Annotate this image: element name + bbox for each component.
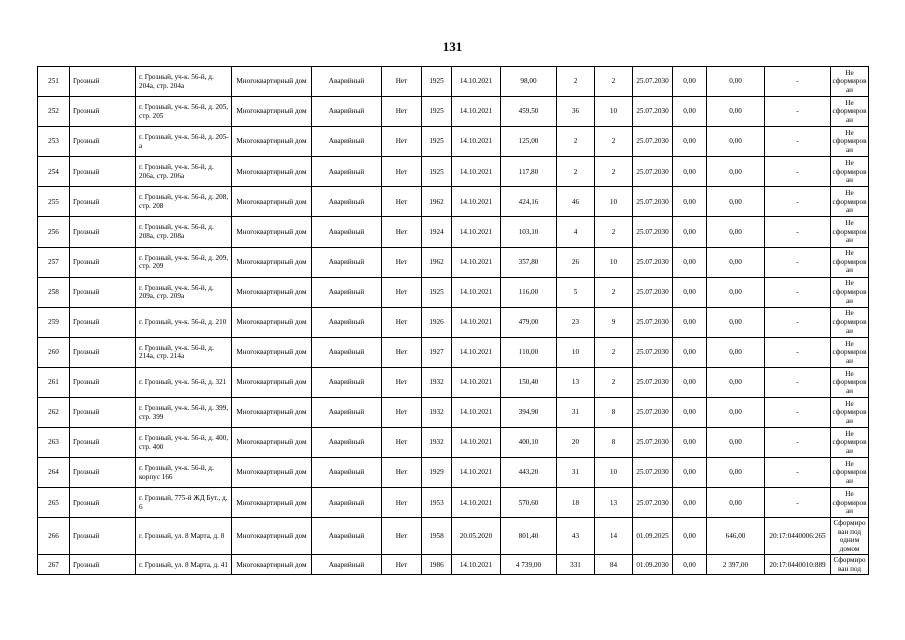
table-cell: Многоквартирный дом xyxy=(232,97,312,127)
table-cell: - xyxy=(765,127,831,157)
table-cell: 14.10.2021 xyxy=(452,217,501,247)
table-cell: Нет xyxy=(382,247,422,277)
table-cell: 13 xyxy=(595,488,633,518)
table-cell: 253 xyxy=(38,127,70,157)
table-cell: - xyxy=(765,337,831,367)
table-cell: 2 xyxy=(557,127,595,157)
table-cell: Многоквартирный дом xyxy=(232,67,312,97)
table-cell: Аварийный xyxy=(312,67,382,97)
table-cell: г. Грозный, уч-к. 56-й, д. 210 xyxy=(136,307,232,337)
housing-table xyxy=(37,66,869,575)
table-cell: 0,00 xyxy=(707,97,765,127)
table-cell: г. Грозный, уч-к. 56-й, д. 204а, стр. 204а xyxy=(136,67,232,97)
table-cell: Многоквартирный дом xyxy=(232,337,312,367)
table-cell: 10 xyxy=(595,97,633,127)
table-cell: 2 xyxy=(595,337,633,367)
table-cell: 0,00 xyxy=(673,247,707,277)
table-cell: 25.07.2030 xyxy=(633,277,673,307)
table-cell: 25.07.2030 xyxy=(633,67,673,97)
table-cell: Аварийный xyxy=(312,428,382,458)
table-cell: 18 xyxy=(557,488,595,518)
table-cell: Нет xyxy=(382,367,422,397)
table-cell: Многоквартирный дом xyxy=(232,518,312,555)
table-cell: 254 xyxy=(38,157,70,187)
table-cell: 98,00 xyxy=(501,67,557,97)
table-cell: - xyxy=(765,428,831,458)
table-cell: Не сформирован xyxy=(831,367,869,397)
table-cell: Не сформирован xyxy=(831,97,869,127)
table-cell: 14.10.2021 xyxy=(452,555,501,575)
table-cell: Многоквартирный дом xyxy=(232,398,312,428)
table-cell: 0,00 xyxy=(707,488,765,518)
table-cell: Грозный xyxy=(70,247,136,277)
table-row xyxy=(38,367,869,397)
table-cell: 43 xyxy=(557,518,595,555)
table-cell: Грозный xyxy=(70,555,136,575)
table-cell: 10 xyxy=(595,247,633,277)
table-cell: 646,00 xyxy=(707,518,765,555)
table-cell: г. Грозный, уч-к. 56-й, д. 205-а xyxy=(136,127,232,157)
table-cell: г. Грозный, уч-к. 56-й, д. корпус 166 xyxy=(136,458,232,488)
table-cell: - xyxy=(765,187,831,217)
table-cell: 2 xyxy=(595,217,633,247)
table-cell: 264 xyxy=(38,458,70,488)
table-cell: 1925 xyxy=(422,157,452,187)
table-cell: Грозный xyxy=(70,127,136,157)
table-cell: Аварийный xyxy=(312,277,382,307)
table-cell: 0,00 xyxy=(707,67,765,97)
table-cell: 20:17:0440006:265 xyxy=(765,518,831,555)
table-cell: Многоквартирный дом xyxy=(232,277,312,307)
table-cell: 1929 xyxy=(422,458,452,488)
table-cell: 0,00 xyxy=(673,428,707,458)
table-cell: - xyxy=(765,247,831,277)
table-cell: г. Грозный, уч-к. 56-й, д. 208а, стр. 208а xyxy=(136,217,232,247)
table-cell: 4 739,00 xyxy=(501,555,557,575)
table-row xyxy=(38,247,869,277)
table-cell: 479,00 xyxy=(501,307,557,337)
table-cell: Аварийный xyxy=(312,337,382,367)
table-cell: 25.07.2030 xyxy=(633,398,673,428)
table-cell: 257 xyxy=(38,247,70,277)
table-cell: Грозный xyxy=(70,458,136,488)
table-cell: 0,00 xyxy=(707,187,765,217)
table-row xyxy=(38,398,869,428)
table-cell: 117,80 xyxy=(501,157,557,187)
table-cell: 0,00 xyxy=(673,398,707,428)
table-cell: 260 xyxy=(38,337,70,367)
table-cell: 1925 xyxy=(422,67,452,97)
table-cell: 0,00 xyxy=(673,488,707,518)
table-cell: - xyxy=(765,398,831,428)
table-cell: Нет xyxy=(382,97,422,127)
table-cell: 1925 xyxy=(422,277,452,307)
table-cell: 10 xyxy=(595,458,633,488)
table-cell: 46 xyxy=(557,187,595,217)
table-cell: 1962 xyxy=(422,187,452,217)
table-cell: Грозный xyxy=(70,398,136,428)
table-cell: 258 xyxy=(38,277,70,307)
table-cell: 0,00 xyxy=(707,157,765,187)
table-row xyxy=(38,337,869,367)
table-cell: 10 xyxy=(557,337,595,367)
table-cell: 331 xyxy=(557,555,595,575)
table-cell: 01.09.2030 xyxy=(633,555,673,575)
table-cell: 1925 xyxy=(422,127,452,157)
table-cell: 26 xyxy=(557,247,595,277)
table-row xyxy=(38,428,869,458)
table-cell: г. Грозный, уч-к. 56-й, д. 214а, стр. 214а xyxy=(136,337,232,367)
table-cell: Многоквартирный дом xyxy=(232,127,312,157)
table-row xyxy=(38,307,869,337)
table-cell: Не сформирован xyxy=(831,67,869,97)
table-cell: 20 xyxy=(557,428,595,458)
table-cell: Нет xyxy=(382,307,422,337)
table-cell: 25.07.2030 xyxy=(633,367,673,397)
table-cell: Грозный xyxy=(70,277,136,307)
table-cell: 1927 xyxy=(422,337,452,367)
table-cell: 255 xyxy=(38,187,70,217)
table-cell: Аварийный xyxy=(312,518,382,555)
table-cell: Не сформирован xyxy=(831,398,869,428)
table-cell: 0,00 xyxy=(673,157,707,187)
table-cell: Сформирован под xyxy=(831,555,869,575)
table-cell: 0,00 xyxy=(707,428,765,458)
table-cell: Аварийный xyxy=(312,97,382,127)
table-cell: Аварийный xyxy=(312,458,382,488)
table-cell: 0,00 xyxy=(673,367,707,397)
table-cell: 394,90 xyxy=(501,398,557,428)
table-cell: 2 xyxy=(595,367,633,397)
table-cell: 1926 xyxy=(422,307,452,337)
table-cell: 116,00 xyxy=(501,277,557,307)
table-cell: 14.10.2021 xyxy=(452,428,501,458)
table-cell: 01.09.2025 xyxy=(633,518,673,555)
table-cell: - xyxy=(765,277,831,307)
table-cell: 125,00 xyxy=(501,127,557,157)
table-row xyxy=(38,67,869,97)
table-cell: Аварийный xyxy=(312,307,382,337)
table-cell: 14.10.2021 xyxy=(452,157,501,187)
page-number: 131 xyxy=(442,39,463,54)
table-cell: 14.10.2021 xyxy=(452,97,501,127)
table-cell: г. Грозный, уч-к. 56-й, д. 206а, стр. 206а xyxy=(136,157,232,187)
table-cell: 1962 xyxy=(422,247,452,277)
table-row xyxy=(38,458,869,488)
table-cell: Не сформирован xyxy=(831,458,869,488)
table-cell: 150,40 xyxy=(501,367,557,397)
table-cell: 20:17:0440010:889 xyxy=(765,555,831,575)
table-cell: 2 xyxy=(595,277,633,307)
table-cell: 0,00 xyxy=(673,555,707,575)
table-cell: 0,00 xyxy=(707,247,765,277)
table-cell: 84 xyxy=(595,555,633,575)
table-cell: 459,50 xyxy=(501,97,557,127)
table-cell: Многоквартирный дом xyxy=(232,488,312,518)
table-cell: Грозный xyxy=(70,518,136,555)
table-cell: Многоквартирный дом xyxy=(232,555,312,575)
table-cell: Многоквартирный дом xyxy=(232,247,312,277)
table-cell: Не сформирован xyxy=(831,247,869,277)
table-cell: Нет xyxy=(382,277,422,307)
table-cell: 36 xyxy=(557,97,595,127)
table-cell: 0,00 xyxy=(673,307,707,337)
table-cell: 1932 xyxy=(422,398,452,428)
table-cell: 2 xyxy=(595,67,633,97)
table-cell: 1925 xyxy=(422,97,452,127)
table-cell: 424,16 xyxy=(501,187,557,217)
table-cell: 25.07.2030 xyxy=(633,488,673,518)
table-cell: 25.07.2030 xyxy=(633,247,673,277)
table-cell: Грозный xyxy=(70,337,136,367)
table-cell: Не сформирован xyxy=(831,187,869,217)
table-cell: 266 xyxy=(38,518,70,555)
table-cell: - xyxy=(765,217,831,247)
table-cell: 10 xyxy=(595,187,633,217)
table-cell: Многоквартирный дом xyxy=(232,217,312,247)
table-cell: 0,00 xyxy=(673,277,707,307)
table-cell: 256 xyxy=(38,217,70,247)
table-cell: 0,00 xyxy=(707,398,765,428)
table-cell: 8 xyxy=(595,428,633,458)
table-cell: 14.10.2021 xyxy=(452,458,501,488)
table-cell: г. Грозный, уч-к. 56-й, д. 209а, стр. 209а xyxy=(136,277,232,307)
table-cell: 262 xyxy=(38,398,70,428)
table-cell: Нет xyxy=(382,67,422,97)
table-row xyxy=(38,97,869,127)
table-cell: 2 xyxy=(557,67,595,97)
table-cell: Нет xyxy=(382,488,422,518)
table-cell: 25.07.2030 xyxy=(633,428,673,458)
table-cell: 0,00 xyxy=(673,127,707,157)
table-cell: 1953 xyxy=(422,488,452,518)
table-cell: Грозный xyxy=(70,307,136,337)
table-cell: Аварийный xyxy=(312,187,382,217)
table-cell: 801,40 xyxy=(501,518,557,555)
table-cell: 0,00 xyxy=(673,97,707,127)
table-cell: Не сформирован xyxy=(831,307,869,337)
table-cell: 8 xyxy=(595,398,633,428)
table-cell: 263 xyxy=(38,428,70,458)
table-cell: - xyxy=(765,97,831,127)
table-cell: Нет xyxy=(382,337,422,367)
table-cell: Грозный xyxy=(70,367,136,397)
table-cell: 25.07.2030 xyxy=(633,307,673,337)
table-cell: 0,00 xyxy=(707,127,765,157)
table-row xyxy=(38,127,869,157)
table-cell: Нет xyxy=(382,217,422,247)
table-cell: 0,00 xyxy=(673,217,707,247)
table-cell: 251 xyxy=(38,67,70,97)
table-cell: 14.10.2021 xyxy=(452,398,501,428)
table-row xyxy=(38,488,869,518)
table-cell: Аварийный xyxy=(312,247,382,277)
table-cell: Многоквартирный дом xyxy=(232,187,312,217)
table-cell: Нет xyxy=(382,458,422,488)
table-cell: Нет xyxy=(382,428,422,458)
table-cell: 0,00 xyxy=(707,277,765,307)
table-cell: 14.10.2021 xyxy=(452,247,501,277)
table-cell: г. Грозный, уч-к. 56-й, д. 399, стр. 399 xyxy=(136,398,232,428)
table-cell: 9 xyxy=(595,307,633,337)
table-cell: 2 xyxy=(595,157,633,187)
table-row xyxy=(38,157,869,187)
table-cell: 14.10.2021 xyxy=(452,307,501,337)
table-cell: 400,10 xyxy=(501,428,557,458)
table-cell: г. Грозный, уч-к. 56-й, д. 400, стр. 400 xyxy=(136,428,232,458)
table-cell: 0,00 xyxy=(673,518,707,555)
table-cell: Не сформирован xyxy=(831,277,869,307)
table-cell: Грозный xyxy=(70,157,136,187)
table-cell: 20.05.2020 xyxy=(452,518,501,555)
table-cell: Нет xyxy=(382,127,422,157)
table-cell: г. Грозный, ул. 8 Марта, д. 8 xyxy=(136,518,232,555)
table-cell: Аварийный xyxy=(312,217,382,247)
table-cell: Не сформирован xyxy=(831,488,869,518)
table-cell: 0,00 xyxy=(707,217,765,247)
table-cell: г. Грозный, уч-к. 56-й, д. 209, стр. 209 xyxy=(136,247,232,277)
table-cell: 25.07.2030 xyxy=(633,217,673,247)
table-cell: 2 397,00 xyxy=(707,555,765,575)
table-cell: 0,00 xyxy=(673,458,707,488)
table-cell: Не сформирован xyxy=(831,127,869,157)
table-cell: 13 xyxy=(557,367,595,397)
table-cell: Многоквартирный дом xyxy=(232,458,312,488)
table-cell: - xyxy=(765,307,831,337)
table-cell: Не сформирован xyxy=(831,157,869,187)
table-cell: 31 xyxy=(557,398,595,428)
table-cell: Грозный xyxy=(70,488,136,518)
table-cell: Аварийный xyxy=(312,398,382,428)
table-cell: Аварийный xyxy=(312,367,382,397)
table-cell: 14.10.2021 xyxy=(452,67,501,97)
table-cell: г. Грозный, уч-к. 56-й, д. 321 xyxy=(136,367,232,397)
table-cell: 25.07.2030 xyxy=(633,127,673,157)
table-cell: Сформирован под одним домом xyxy=(831,518,869,555)
table-cell: - xyxy=(765,157,831,187)
table-cell: 1924 xyxy=(422,217,452,247)
table-cell: 267 xyxy=(38,555,70,575)
table-row xyxy=(38,217,869,247)
table-cell: 1932 xyxy=(422,428,452,458)
table-cell: 25.07.2030 xyxy=(633,97,673,127)
table-cell: Грозный xyxy=(70,217,136,247)
table-cell: Нет xyxy=(382,187,422,217)
table-cell: 0,00 xyxy=(673,337,707,367)
table-cell: 0,00 xyxy=(673,187,707,217)
table-row xyxy=(38,187,869,217)
table-cell: Многоквартирный дом xyxy=(232,367,312,397)
table-cell: - xyxy=(765,67,831,97)
table-row xyxy=(38,277,869,307)
table-cell: 0,00 xyxy=(707,458,765,488)
table-cell: Не сформирован xyxy=(831,428,869,458)
table-cell: 261 xyxy=(38,367,70,397)
table-cell: 0,00 xyxy=(707,367,765,397)
table-cell: Аварийный xyxy=(312,555,382,575)
table-cell: Нет xyxy=(382,157,422,187)
table-cell: - xyxy=(765,367,831,397)
table-cell: - xyxy=(765,488,831,518)
table-cell: 25.07.2030 xyxy=(633,187,673,217)
table-cell: г. Грозный, уч-к. 56-й, д. 208, стр. 208 xyxy=(136,187,232,217)
table-cell: Многоквартирный дом xyxy=(232,428,312,458)
table-cell: 103,10 xyxy=(501,217,557,247)
table-cell: 265 xyxy=(38,488,70,518)
table-cell: Аварийный xyxy=(312,157,382,187)
table-cell: 14.10.2021 xyxy=(452,277,501,307)
table-cell: 2 xyxy=(595,127,633,157)
table-cell: 14 xyxy=(595,518,633,555)
table-cell: 25.07.2030 xyxy=(633,458,673,488)
table-body xyxy=(38,67,869,575)
table-cell: Нет xyxy=(382,398,422,428)
table-cell: Грозный xyxy=(70,187,136,217)
table-cell: Нет xyxy=(382,518,422,555)
table-cell: г. Грозный, уч-к. 56-й, д. 205, стр. 205 xyxy=(136,97,232,127)
table-cell: Многоквартирный дом xyxy=(232,307,312,337)
table-cell: г. Грозный, ул. 8 Марта, д. 41 xyxy=(136,555,232,575)
table-cell: Многоквартирный дом xyxy=(232,157,312,187)
table-cell: 0,00 xyxy=(707,307,765,337)
table-cell: 25.07.2030 xyxy=(633,337,673,367)
table-cell: 14.10.2021 xyxy=(452,187,501,217)
table-cell: 357,80 xyxy=(501,247,557,277)
table-cell: Аварийный xyxy=(312,127,382,157)
table-cell: 31 xyxy=(557,458,595,488)
table-cell: Не сформирован xyxy=(831,337,869,367)
table-cell: 0,00 xyxy=(673,67,707,97)
table-cell: 570,60 xyxy=(501,488,557,518)
table-cell: Грозный xyxy=(70,67,136,97)
table-cell: 1986 xyxy=(422,555,452,575)
table-cell: Грозный xyxy=(70,97,136,127)
table-cell: Аварийный xyxy=(312,488,382,518)
table-cell: 14.10.2021 xyxy=(452,488,501,518)
table-cell: г. Грозный, 775-й ЖД Бут., д. 6 xyxy=(136,488,232,518)
table-row xyxy=(38,555,869,575)
table-cell: 5 xyxy=(557,277,595,307)
table-cell: 1932 xyxy=(422,367,452,397)
table-cell: 443,20 xyxy=(501,458,557,488)
table-cell: 2 xyxy=(557,157,595,187)
table-cell: 25.07.2030 xyxy=(633,157,673,187)
table-cell: Грозный xyxy=(70,428,136,458)
table-cell: Не сформирован xyxy=(831,217,869,247)
table-cell: 14.10.2021 xyxy=(452,127,501,157)
table-cell: 14.10.2021 xyxy=(452,337,501,367)
table-cell: 4 xyxy=(557,217,595,247)
table-cell: 1958 xyxy=(422,518,452,555)
table-cell: 23 xyxy=(557,307,595,337)
table-cell: Нет xyxy=(382,555,422,575)
table-row xyxy=(38,518,869,555)
table-cell: 0,00 xyxy=(707,337,765,367)
table-cell: 259 xyxy=(38,307,70,337)
table-cell: 252 xyxy=(38,97,70,127)
table-cell: - xyxy=(765,458,831,488)
table-cell: 110,00 xyxy=(501,337,557,367)
table-cell: 14.10.2021 xyxy=(452,367,501,397)
